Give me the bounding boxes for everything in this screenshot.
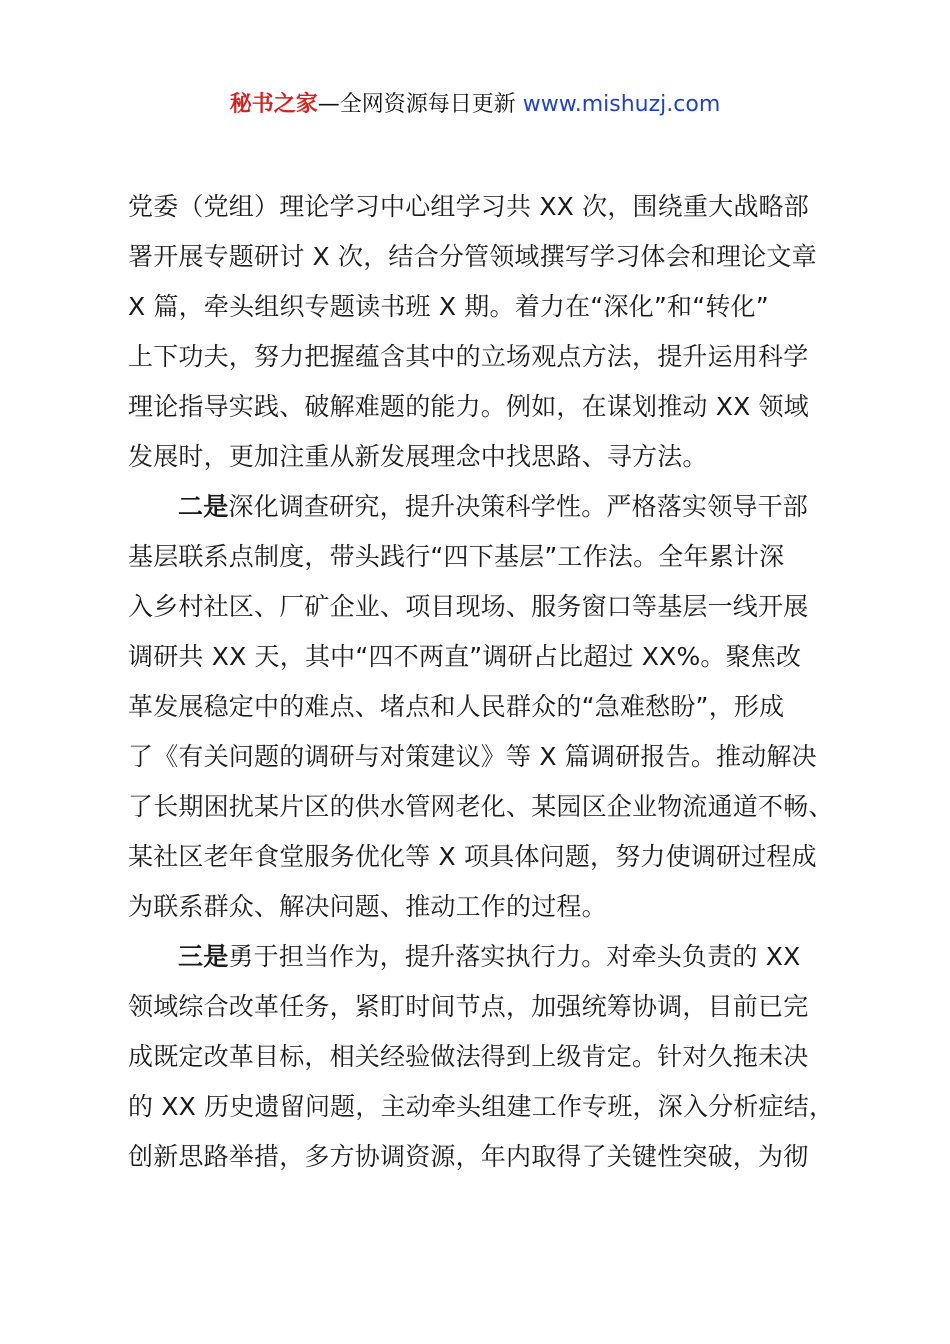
text-line: 上下功夫，努力把握蕴含其中的立场观点方法，提升运用科学 bbox=[128, 342, 809, 371]
text-line: 基层联系点制度，带头践行“四下基层”工作法。全年累计深 bbox=[128, 542, 785, 571]
paragraph-first-text: 勇于担当作为，提升落实执行力。对牵头负责的 XX bbox=[228, 942, 801, 971]
paragraph-2 bbox=[128, 482, 838, 932]
text-line: 调研共 XX 天，其中“四不两直”调研占比超过 XX%。聚焦改 bbox=[128, 642, 802, 671]
site-url-link[interactable]: www.mishuzj.com bbox=[522, 92, 721, 117]
document-body bbox=[128, 182, 838, 1182]
paragraph-first-line bbox=[128, 932, 838, 982]
paragraph-first-text: 深化调查研究，提升决策科学性。严格落实领导干部 bbox=[228, 492, 809, 521]
text-line: 某社区老年食堂服务优化等 X 项具体问题，努力使调研过程成 bbox=[128, 842, 817, 871]
text-line: 发展时，更加注重从新发展理念中找思路、寻方法。 bbox=[128, 442, 708, 471]
paragraph-lead: 三是 bbox=[178, 942, 229, 971]
paragraph-lead: 二是 bbox=[178, 492, 229, 521]
text-line: 了长期困扰某片区的供水管网老化、某园区企业物流通道不畅、 bbox=[128, 792, 834, 821]
text-line: 理论指导实践、破解难题的能力。例如，在谋划推动 XX 领域 bbox=[128, 392, 809, 421]
paragraph-1 bbox=[128, 182, 838, 482]
text-line: 创新思路举措，多方协调资源，年内取得了关键性突破，为彻 bbox=[128, 1142, 809, 1171]
text-line: 的 XX 历史遗留问题，主动牵头组建工作专班，深入分析症结， bbox=[128, 1092, 835, 1121]
paragraph-3 bbox=[128, 932, 838, 1182]
text-line: 了《有关问题的调研与对策建议》等 X 篇调研报告。推动解决 bbox=[128, 742, 817, 771]
document-header bbox=[0, 88, 950, 122]
paragraph-first-line bbox=[128, 482, 838, 532]
text-line: 革发展稳定中的难点、堵点和人民群众的“急难愁盼”，形成 bbox=[128, 692, 785, 721]
text-line: 入乡村社区、厂矿企业、项目现场、服务窗口等基层一线开展 bbox=[128, 592, 809, 621]
text-line: X 篇，牵头组织专题读书班 X 期。着力在“深化”和“转化” bbox=[128, 292, 769, 321]
header-tagline: —全网资源每日更新 bbox=[317, 92, 523, 117]
text-line: 为联系群众、解决问题、推动工作的过程。 bbox=[128, 892, 607, 921]
text-line: 署开展专题研讨 X 次，结合分管领域撰写学习体会和理论文章 bbox=[128, 242, 817, 271]
brand-name: 秘书之家 bbox=[229, 92, 318, 117]
text-line: 党委（党组）理论学习中心组学习共 XX 次，围绕重大战略部 bbox=[128, 192, 809, 221]
text-line: 成既定改革目标，相关经验做法得到上级肯定。针对久拖未决 bbox=[128, 1042, 809, 1071]
text-line: 领域综合改革任务，紧盯时间节点，加强统筹协调，目前已完 bbox=[128, 992, 809, 1021]
